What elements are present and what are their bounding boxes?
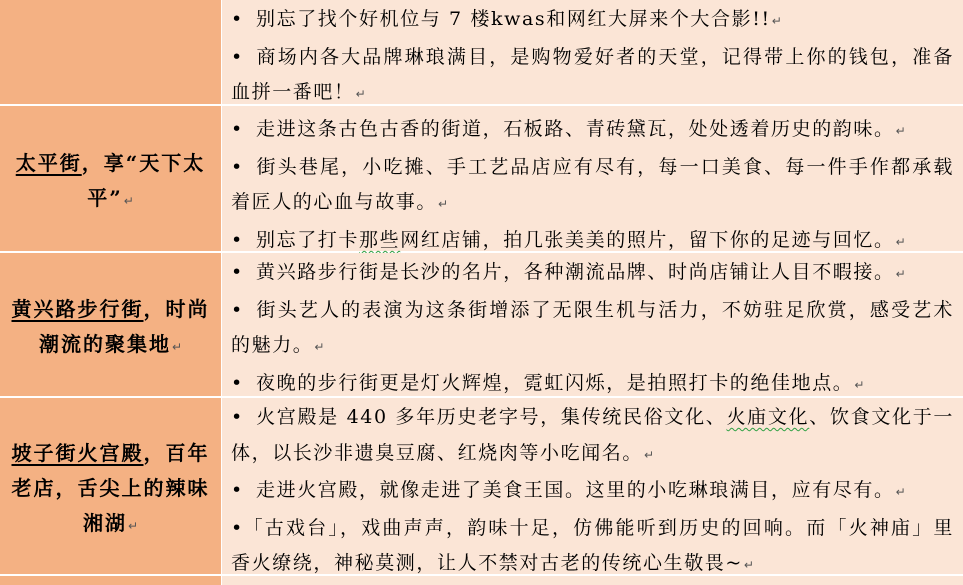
paragraph-mark-icon: ↵ [895,485,906,500]
table-row [0,576,963,585]
tip-item [231,473,954,511]
bullet-icon: • [231,298,243,321]
bullet-icon: • [231,406,243,428]
tips-cell[interactable] [222,106,963,251]
street-label-cell[interactable] [0,0,222,104]
tip-item [231,2,954,40]
paragraph-mark-icon: ↵ [743,558,754,573]
paragraph-mark-icon: ↵ [123,194,134,208]
tip-text: 夜晚的步行街更是灯火辉煌，霓虹闪烁，是拍照打卡的绝佳地点。 [256,371,854,394]
paragraph-mark-icon: ↵ [171,340,183,354]
bullet-icon: • [231,371,243,394]
tip-text: 网红店铺，拍几张美美的照片，留下你的足迹与回忆。 [400,228,895,251]
street-label-cell[interactable] [0,253,222,396]
bullet-icon: • [231,45,243,68]
bullet-icon: • [231,118,243,140]
street-tagline: ，时尚潮流的聚集地 [38,297,210,356]
grammar-flagged-text: 火庙文化 [726,406,810,428]
tip-text: 别忘了打卡 [256,228,360,251]
tip-text: 走进火宫殿，就像走进了美食王国。这里的小吃琳琅满目，应有尽有。 [256,479,895,502]
paragraph-mark-icon: ↵ [355,87,366,102]
street-label-cell[interactable] [0,398,222,574]
tip-item [231,112,954,150]
tip-item [231,255,954,293]
street-label [8,292,213,365]
paragraph-mark-icon: ↵ [771,14,782,28]
tips-cell[interactable] [222,253,963,396]
bullet-icon: • [231,228,243,251]
tip-text: 商场内各大品牌琳琅满目，是购物爱好者的天堂，记得带上你的钱包，准备血拼一番吧！ [231,45,954,104]
paragraph-mark-icon: ↵ [895,234,906,249]
tip-item [231,150,954,223]
grammar-flagged-text: 那些 [359,228,401,251]
tip-text: 、饮食文化于一体，以长沙非遗臭豆腐、红烧肉等小吃闻名。 [231,406,955,464]
tip-item [231,511,954,584]
tips-cell[interactable] [222,0,963,104]
street-name: 太平街 [15,151,82,175]
table-row [0,253,963,398]
table-row [0,106,963,253]
tip-item [231,40,954,113]
paragraph-mark-icon: ↵ [895,124,906,138]
street-label [8,146,213,219]
tip-text: 街头艺人的表演为这条街增添了无限生机与活力，不妨驻足欣赏，感受艺术的魅力。 [231,298,954,357]
table-row [0,0,963,106]
tip-item [231,293,954,366]
bullet-icon: • [231,516,243,539]
bullet-icon: • [231,261,243,283]
street-tagline: ，享“天下太平” [81,151,206,210]
paragraph-mark-icon: ↵ [895,267,906,281]
tip-text: 街头巷尾，小吃摊、手工艺品店应有尽有，每一口美食、每一件手作都承载着匠人的心血与故事。 [231,155,954,214]
tip-text: 「古戏台」，戏曲声声，韵味十足，仿佛能听到历史的回响。而「火神庙」里香火缭绕，神秘莫测，让人不禁对古老的传统心生敬畏~ [231,516,954,575]
tip-item [231,400,954,473]
street-name: 坡子街火宫殿 [11,441,144,465]
bullet-icon: • [231,8,243,30]
street-label-cell[interactable] [0,576,222,585]
paragraph-mark-icon: ↵ [644,447,655,462]
tips-cell[interactable] [222,576,963,585]
paragraph-mark-icon: ↵ [314,340,325,355]
street-name: 黄兴路步行街 [11,297,144,321]
tip-text: 火宫殿是 440 多年历史老字号，集传统民俗文化、 [256,406,727,428]
tip-text: 黄兴路步行街是长沙的名片，各种潮流品牌、时尚店铺让人目不暇接。 [256,261,895,283]
street-label-cell[interactable] [0,106,222,251]
tip-text: 别忘了找个好机位与 7 楼kwas和网红大屏来个大合影!! [256,8,771,30]
bullet-icon: • [231,155,243,178]
paragraph-mark-icon: ↵ [127,519,139,533]
paragraph-mark-icon: ↵ [438,197,449,212]
tip-text: 走进这条古色古香的街道，石板路、青砖黛瓦，处处透着历史的韵味。 [256,118,895,140]
paragraph-mark-icon: ↵ [854,377,865,392]
street-label [8,436,213,544]
table-row [0,398,963,576]
bullet-icon: • [231,479,243,502]
tips-cell[interactable] [222,398,963,574]
street-tagline: ，百年老店，舌尖上的辣味湘湖 [11,441,210,535]
